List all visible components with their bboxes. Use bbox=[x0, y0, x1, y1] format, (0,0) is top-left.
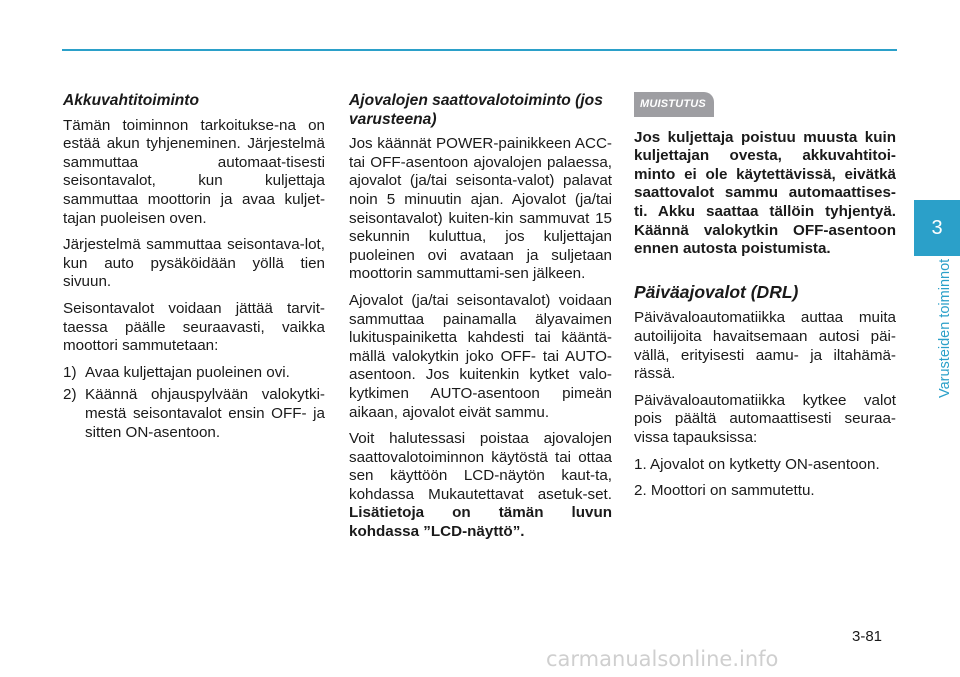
list-item bbox=[63, 364, 325, 383]
list-item-number: 1) bbox=[63, 363, 77, 381]
chapter-title: Varusteiden toiminnot bbox=[937, 258, 953, 398]
list-item-text: Käännä ohjauspylvään valokytki-mestä seisontavalot ensin OFF- ja sitten ON-asentoon. bbox=[85, 386, 325, 441]
section-heading-escort-lights: Ajovalojen saattovalotoiminto (jos varusteena) bbox=[349, 92, 603, 128]
list-item-number: 2) bbox=[63, 386, 77, 404]
paragraph: Järjestelmä sammuttaa seisontava-lot, kun auto pysäköidään yöllä tien sivuun. bbox=[63, 236, 325, 291]
column-1 bbox=[63, 92, 325, 450]
section-heading-drl: Päiväajovalot (DRL) bbox=[634, 281, 799, 302]
caution-badge: MUISTUTUS bbox=[634, 92, 714, 117]
paragraph: Seisontavalot voidaan jättää tarvit-taessa päälle seuraavasti, vaikka moottori sammutetaan: bbox=[63, 299, 325, 355]
section-heading-battery-saver: Akkuvahtitoiminto bbox=[63, 92, 200, 109]
paragraph: Päivävaloautomatiikka auttaa muita autoilijoita havaitsemaan autosi päi-vällä, erityisesti aamu- ja iltahämä-rässä. bbox=[634, 309, 896, 383]
list-item: 1. Ajovalot on kytketty ON-asentoon. bbox=[634, 455, 880, 473]
paragraph: Tämän toiminnon tarkoitukse-na on estää akun tyhjeneminen. Järjestelmä sammuttaa automaat-tisesti seisontavalot, kun kuljettaja sammuttaa moottorin ja avaa kuljet-tajan puoleisen oven. bbox=[63, 116, 325, 227]
watermark: carmanualsonline.info bbox=[546, 647, 779, 671]
paragraph bbox=[349, 430, 612, 542]
paragraph: Ajovalot (ja/tai seisontavalot) voidaan sammuttaa painamalla älyavaimen lukituspainiketta kahdesti tai kääntä-mällä valokytkin joko OFF- tai AUTO-asentoon. Jos kuitenkin kytket valo-kytkimen AUTO-asentoon pimeän aikaan, ajovalot eivät sammu. bbox=[349, 291, 612, 421]
paragraph-text: Voit halutessasi poistaa ajovalojen saattovalotoiminnon käytöstä tai ottaa sen käyttöön LCD-näytön kaut-ta, kohdassa Mukautettavat asetuk-set. bbox=[349, 430, 612, 503]
list-item-text: Avaa kuljettajan puoleinen ovi. bbox=[85, 363, 290, 381]
paragraph: Päivävaloautomatiikka kytkee valot pois päältä automaattisesti seuraa-vissa tapauksissa: bbox=[634, 391, 896, 446]
chapter-number-tab: 3 bbox=[914, 200, 960, 256]
page-number: 3-81 bbox=[852, 628, 883, 645]
header-rule bbox=[62, 49, 897, 51]
column-2 bbox=[349, 92, 612, 550]
caution-text: Jos kuljettaja poistuu muusta kuin kuljettajan ovesta, akkuvahtitoi-minto ei ole käytettävissä, eivätkä saattovalot sammu automaattises-ti. Akku saattaa tällöin tyhjentyä. Käännä valokytkin OFF-asentoon ennen autosta poistumista. bbox=[634, 128, 896, 258]
steps-list bbox=[63, 364, 325, 442]
list-item bbox=[63, 386, 325, 442]
caution-note bbox=[634, 129, 896, 259]
list-item: 2. Moottori on sammutettu. bbox=[634, 482, 815, 500]
paragraph: Jos käännät POWER-painikkeen ACC- tai OFF-asentoon ajovalojen palaessa, ajovalot (ja/tai seisonta-valot) palavat noin 5 minuutin ajan. Ajovalot (ja/tai seisontavalot) kuiten-kin sammuvat 15 sekunnin kuluttua, jos kuljettajan puoleinen ovi avataan ja suljetaan moottorin sammuttami-sen jälkeen. bbox=[349, 135, 612, 283]
cross-reference: Lisätietoja on tämän luvun kohdassa ”LCD-näyttö”. bbox=[349, 504, 612, 541]
column-3 bbox=[634, 92, 896, 509]
conditions-list bbox=[634, 456, 896, 501]
